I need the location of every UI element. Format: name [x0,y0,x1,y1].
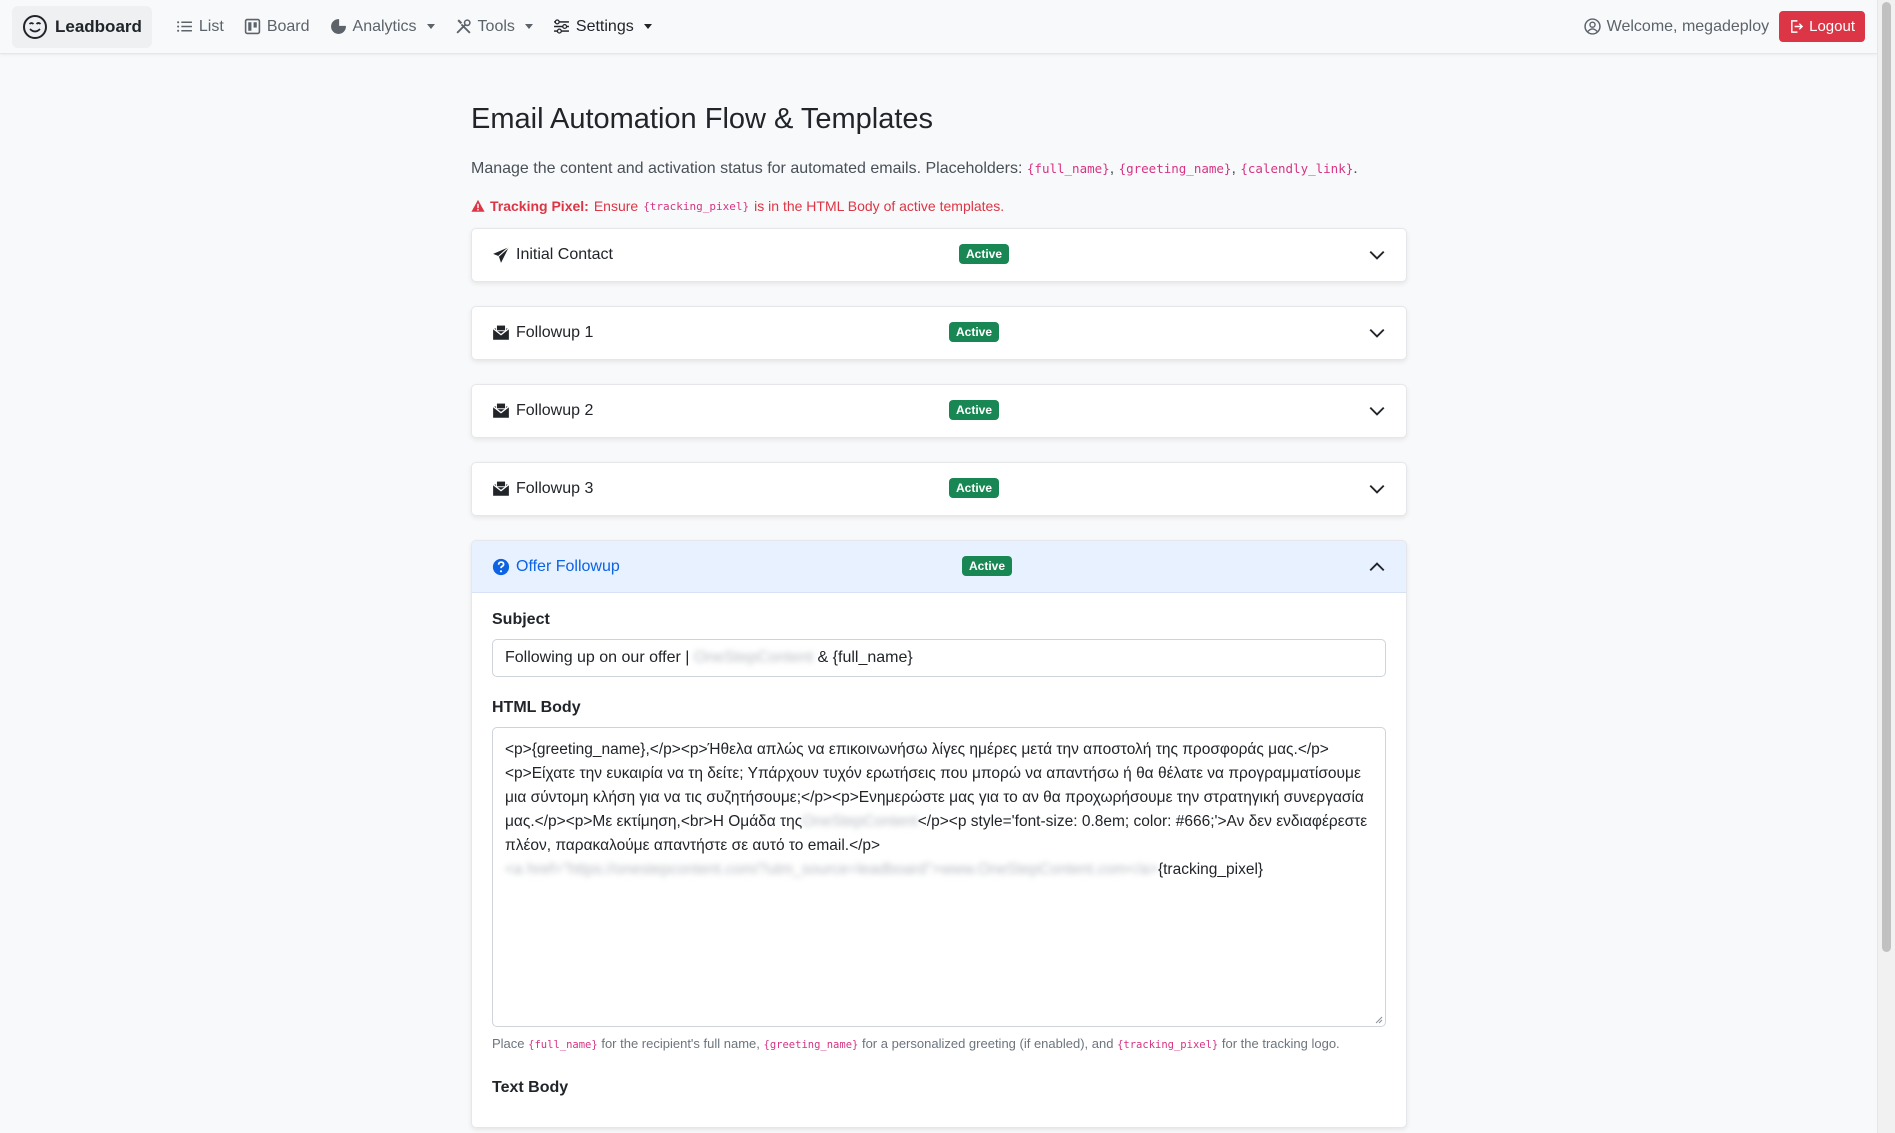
accordion-header-offer-followup[interactable] [472,541,1406,593]
page-description [471,158,1407,180]
chevron-down-icon [1368,402,1386,420]
nav-analytics-dropdown[interactable] [330,18,435,36]
offer-followup-form [472,593,1406,1126]
accordion-initial-contact [471,228,1407,282]
warning-code: {tracking_pixel} [643,199,750,213]
html-body-text-post: {tracking_pixel} [1157,861,1264,879]
envelope-icon [492,402,510,420]
welcome-text: Welcome, megadeploy [1606,17,1770,35]
accordion-title: Followup 3 [516,480,594,498]
user-circle-icon [1584,18,1601,35]
html-body-text-pre: <p>{greeting_name},</p><p>Ήθελα απλώς να επικοινωνήσω λίγες ημέρες μετά την αποστολή της προσφοράς μας.</p><p>Είχατε την ευκαιρία να τη δείτε; Υπάρχουν τυχόν ερωτήσεις που μπορώ να απαντήσω ή θα θέλατε να προγραμματίσουμε μια σύντομη κλήση για να τις συζητήσουμε;</p><p>Ενημερώστε μας για το αν θα προχωρήσουμε την στρατηγική συνεργασία μας.</p><p>Με εκτίμηση,<br>Η Ομάδα της [505,741,1364,831]
help-code-tracking-pixel: {tracking_pixel} [1117,1039,1219,1052]
nav-tools-label: Tools [477,17,515,35]
question-circle-icon [492,558,510,576]
separator: , [1231,160,1241,177]
chevron-down-icon [1368,324,1386,342]
warning-triangle-icon [471,199,485,213]
accordion-title: Followup 2 [516,402,594,420]
accordion-followup-1 [471,306,1407,360]
warning-label: Tracking Pixel: [490,198,589,215]
help-text-part: for a personalized greeting (if enabled), and [861,1036,1114,1052]
smiley-logo-icon [22,14,48,40]
brand-name: Leadboard [55,16,142,36]
status-badge: Active [949,478,999,498]
html-body-textarea[interactable] [492,727,1386,1027]
chevron-down-icon [427,24,435,29]
html-body-label: HTML Body [492,699,581,717]
placeholder-greeting-name: {greeting_name} [1118,161,1232,176]
scrollbar-thumb[interactable] [1882,2,1891,952]
send-icon [492,246,510,264]
help-text-part: Place [492,1036,525,1052]
accordion-offer-followup [471,540,1407,1127]
logout-icon [1789,19,1804,34]
period: . [1353,160,1358,177]
help-code-full-name: {full_name} [528,1039,598,1052]
tools-icon [455,18,472,35]
resize-handle-icon[interactable] [1373,1014,1383,1024]
separator: , [1109,160,1119,177]
chevron-down-icon [1368,480,1386,498]
welcome-user [1584,18,1769,36]
logout-label: Logout [1809,18,1855,35]
description-text: Manage the content and activation status for automated emails. Placeholders: [471,160,1027,177]
list-icon [176,18,193,35]
placeholder-full-name: {full_name} [1026,161,1110,176]
accordion-title: Initial Contact [516,246,613,264]
redacted-link: <a href="https://onestepcontent.com/?utm_source=leadboard">www.OneStepContent.com</a> [505,861,1158,879]
warning-text-post: is in the HTML Body of active templates. [754,198,1005,215]
accordion-header-followup-2[interactable] [472,385,1406,437]
accordion-title: Offer Followup [516,557,620,575]
top-navbar [0,0,1877,54]
nav-tools-dropdown[interactable] [455,18,533,36]
pie-chart-icon [330,18,347,35]
status-badge: Active [949,322,999,342]
main-content [471,54,1407,1133]
text-body-label: Text Body [492,1078,569,1096]
nav-board-label: Board [266,17,310,35]
nav-settings-dropdown[interactable] [553,18,652,36]
html-body-text-mid: </p><p style='font-size: 0.8em; color: #666;'>Αν δεν ενδιαφέρεστε πλέον, παρακαλούμε απαντήστε σε αυτό το email.</p> [505,813,1368,855]
accordion-header-followup-3[interactable] [472,463,1406,515]
envelope-icon [492,324,510,342]
logout-button[interactable] [1779,11,1865,42]
nav-analytics-label: Analytics [352,17,417,35]
subject-value-post: & {full_name} [817,649,913,667]
board-icon [244,18,261,35]
redacted-brand-name: OneStepContent [693,649,814,667]
subject-value-pre: Following up on our offer | [505,649,690,667]
help-text-part: for the tracking logo. [1221,1036,1340,1052]
chevron-up-icon [1368,558,1386,576]
accordion-header-initial-contact[interactable] [472,229,1406,281]
page-scrollbar[interactable] [1877,0,1895,1133]
sliders-icon [553,18,570,35]
help-code-greeting-name: {greeting_name} [763,1039,859,1052]
redacted-brand-name: OneStepContent [802,813,918,831]
nav-settings-label: Settings [575,17,634,35]
accordion-title: Followup 1 [516,324,594,342]
brand-logo-link[interactable] [12,6,152,48]
email-template-accordion [471,228,1407,1127]
accordion-header-followup-1[interactable] [472,307,1406,359]
status-badge: Active [949,400,999,420]
tracking-pixel-warning [471,198,1407,214]
help-text-part: for the recipient's full name, [601,1036,760,1052]
subject-input[interactable] [492,639,1386,677]
nav-list[interactable] [176,18,224,36]
chevron-down-icon [1368,246,1386,264]
placeholder-calendly-link: {calendly_link} [1240,161,1354,176]
nav-board[interactable] [244,18,310,36]
chevron-down-icon [644,24,652,29]
status-badge: Active [962,556,1012,576]
accordion-followup-2 [471,384,1407,438]
html-body-help-text [492,1034,1386,1054]
warning-text-pre: Ensure [593,198,639,215]
subject-label: Subject [492,611,550,629]
envelope-icon [492,480,510,498]
page-title: Email Automation Flow & Templates [471,103,934,135]
accordion-followup-3 [471,462,1407,516]
status-badge: Active [959,244,1009,264]
chevron-down-icon [525,24,533,29]
nav-list-label: List [198,17,224,35]
